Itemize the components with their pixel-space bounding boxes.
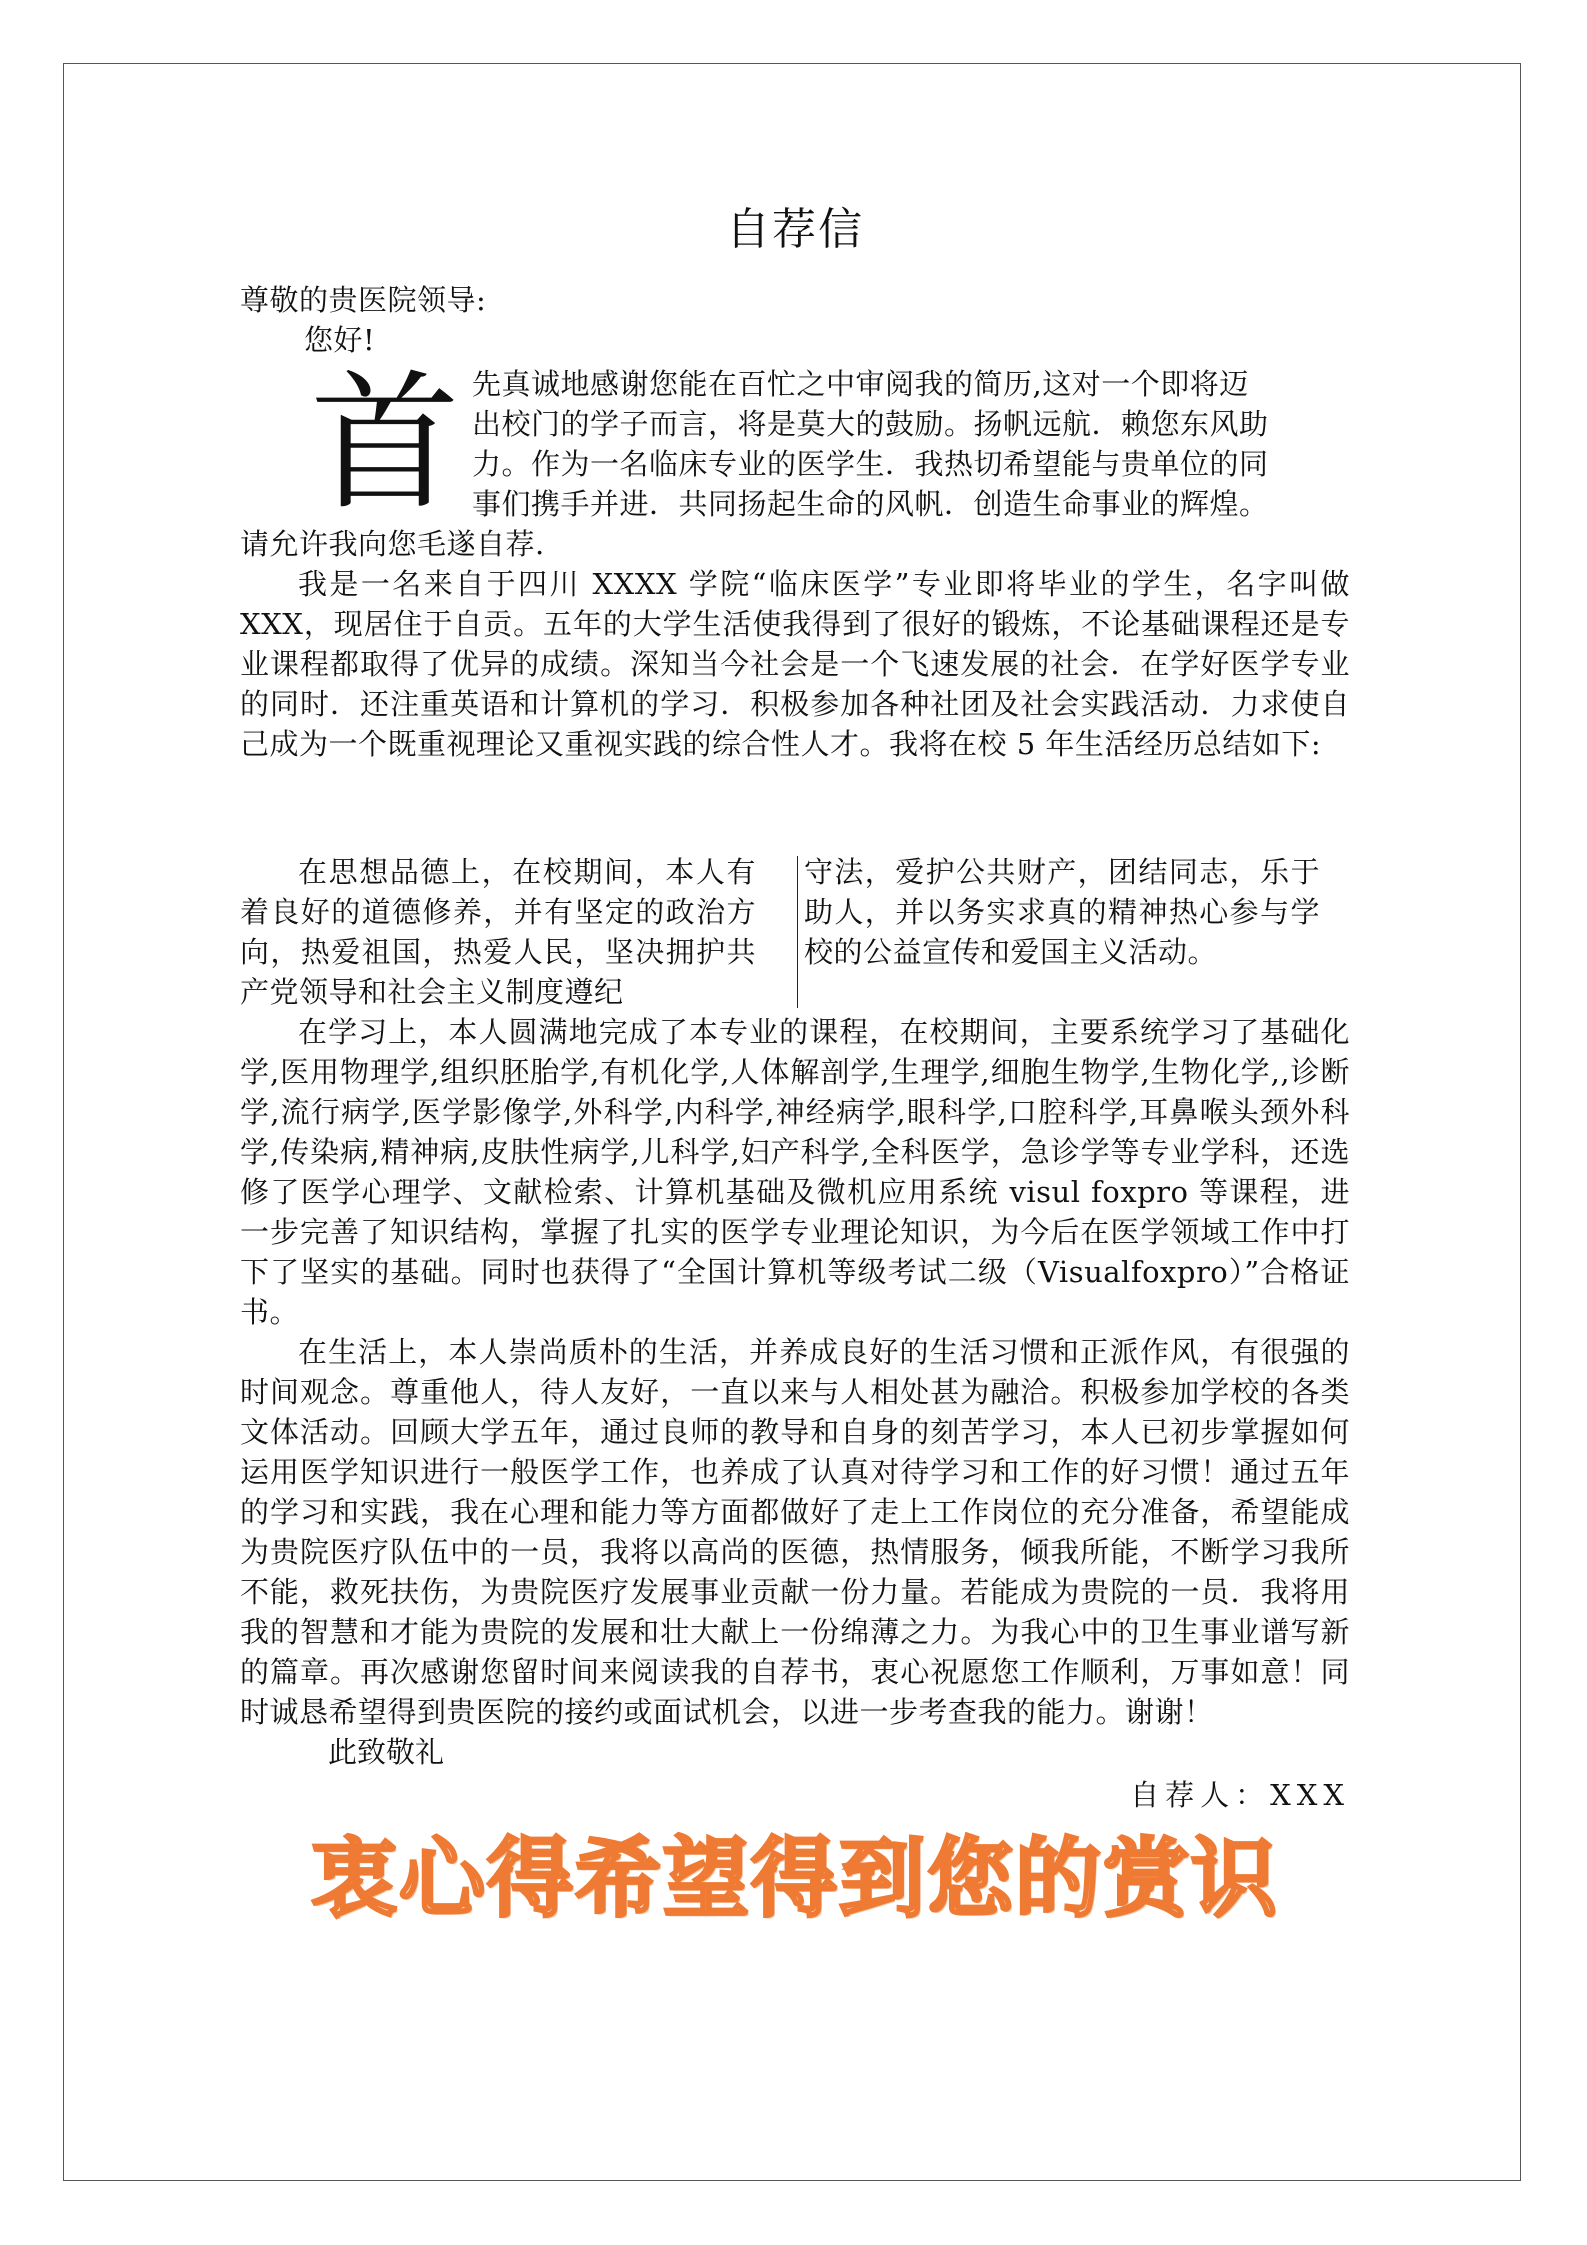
drop-cap: 首: [310, 357, 461, 531]
letter-title: 自荐信: [726, 204, 864, 255]
salutation: 尊敬的贵医院领导:: [240, 283, 487, 317]
letter-body: [240, 200, 1350, 1934]
moral-right-column: 守法，爱护公共财产，团结同志，乐于助人，并以务实求真的精神热心参与学校的公益宣传和爱国主义活动。: [804, 855, 1320, 969]
background-paragraph: 我是一名来自于四川 XXXX 学院“临床医学”专业即将毕业的学生，名字叫做 XXX，现居住于自贡。五年的大学生活使我得到了很好的锻炼，不论基础课程还是专业课程都取得了优异的成绩。深知当今社会是一个飞速发展的社会．在学好医学专业的同时．还注重英语和计算机的学习．积极参加各种社团及社会实践活动．力求使自己成为一个既重视理论又重视实践的综合性人才。我将在校 5 年生活经历总结如下:: [240, 567, 1350, 761]
moral-left-column: 在思想品德上，在校期间，本人有着良好的道德修养，并有坚定的政治方向，热爱祖国，热爱人民，坚决拥护共产党领导和社会主义制度遵纪: [240, 855, 756, 1009]
intro-line: 事们携手并进．共同扬起生命的风帆．创造生命事业的辉煌。: [472, 487, 1269, 521]
moral-section: [240, 852, 1350, 1012]
intro-line: 出校门的学子而言，将是莫大的鼓励。扬帆远航．赖您东风助: [472, 407, 1269, 441]
life-paragraph: 在生活上，本人崇尚质朴的生活，并养成良好的生活习惯和正派作风，有很强的时间观念。尊重他人，待人友好，一直以来与人相处甚为融洽。积极参加学校的各类文体活动。回顾大学五年，通过良师的教导和自身的刻苦学习，本人已初步掌握如何运用医学知识进行一般医学工作，也养成了认真对待学习和工作的好习惯！通过五年的学习和实践，我在心理和能力等方面都做好了走上工作岗位的充分准备，希望能成为贵院医疗队伍中的一员，我将以高尚的医德，热情服务，倾我所能，不断学习我所不能，救死扶伤，为贵院医疗发展事业贡献一份力量。若能成为贵院的一员．我将用我的智慧和才能为贵院的发展和壮大献上一份绵薄之力。为我心中的卫生事业谱写新的篇章。再次感谢您留时间来阅读我的自荐书，衷心祝愿您工作顺利，万事如意！同时诚恳希望得到贵医院的接约或面试机会，以进一步考查我的能力。谢谢！: [240, 1335, 1350, 1729]
intro-tail: 请允许我向您毛遂自荐.: [240, 527, 545, 561]
wordart-banner: 衷心得希望得到您的赏识: [311, 1829, 1279, 1929]
greeting: 您好!: [304, 323, 376, 357]
intro-line: 力。作为一名临床专业的医学生．我热切希望能与贵单位的同: [472, 447, 1269, 481]
signature: 自荐人：XXX: [1130, 1778, 1350, 1812]
study-paragraph: 在学习上，本人圆满地完成了本专业的课程，在校期间，主要系统学习了基础化学,医用物理学,组织胚胎学,有机化学,人体解剖学,生理学,细胞生物学,生物化学,,诊断学,流行病学,医学影像学,外科学,内科学,神经病学,眼科学,口腔科学,耳鼻喉头颈外科学,传染病,精神病,皮肤性病学,儿科学,妇产科学,全科医学，急诊学等专业学科，还选修了医学心理学、文献检索、计算机基础及微机应用系统 visul foxpro 等课程，进一步完善了知识结构，掌握了扎实的医学专业理论知识，为今后在医学领域工作中打下了坚实的基础。同时也获得了“全国计算机等级考试二级（Visualfoxpro）”合格证书。: [240, 1015, 1350, 1329]
column-divider: [797, 856, 798, 1008]
intro-line: 先真诚地感谢您能在百忙之中审阅我的简历,这对一个即将迈: [472, 367, 1249, 401]
closing: 此致敬礼: [328, 1735, 445, 1769]
intro-paragraph: [240, 357, 1350, 531]
intro-lines: [472, 364, 1350, 524]
